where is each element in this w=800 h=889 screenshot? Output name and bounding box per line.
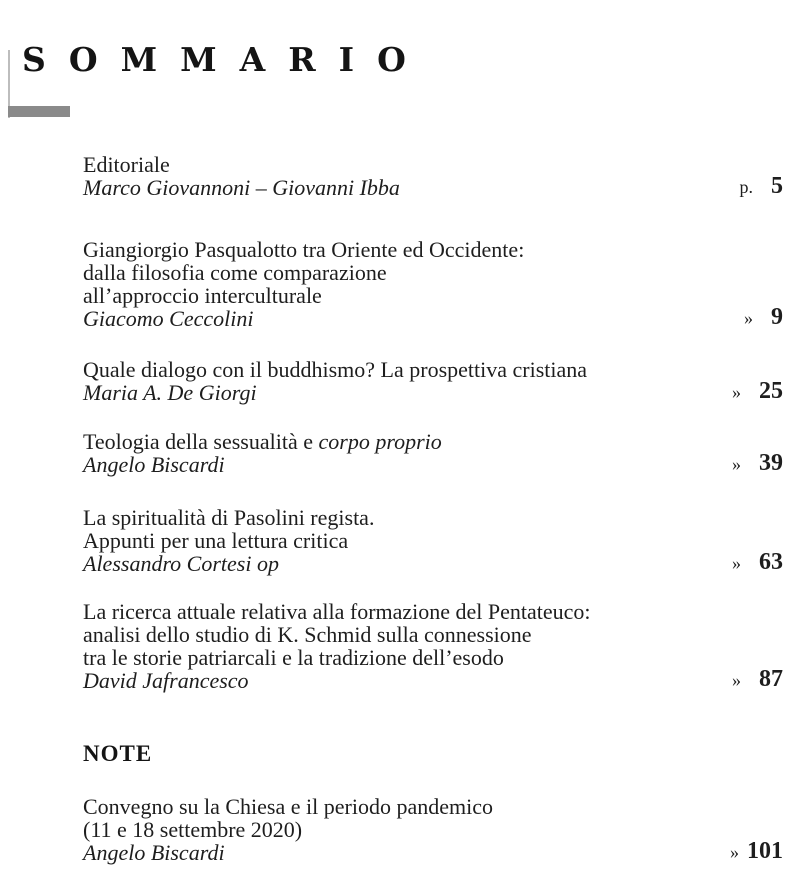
page-number: 63 [759,549,783,575]
entry-title-line: all’approccio interculturale [83,283,322,308]
toc-entry-editoriale[interactable] [83,153,783,199]
page-marker: » [732,553,741,573]
page-number: 101 [747,838,783,864]
toc-entry-convegno[interactable] [83,795,783,864]
page-number: 87 [759,666,783,692]
page-marker: » [732,382,741,402]
page-marker: » [744,308,753,328]
entry-title-line: (11 e 18 settembre 2020) [83,817,303,842]
entry-author: David Jafrancesco [83,668,249,693]
decorative-header-bar [8,106,70,117]
page-number: 25 [759,378,783,404]
entry-title-line: Giangiorgio Pasqualotto tra Oriente ed Occidente: [83,237,525,262]
entry-title-line: La ricerca attuale relativa alla formazione del Pentateuco: [83,599,591,624]
section-heading-note: NOTE [83,741,153,766]
page-reference [732,379,783,404]
entry-title-text: Teologia della sessualità e [83,429,319,454]
page-reference [732,667,783,692]
entry-title [83,430,783,453]
page-reference [732,550,783,575]
entry-title: Quale dialogo con il buddhismo? La prospettiva cristiana [83,357,588,382]
page-marker: » [732,670,741,690]
entry-author: Maria A. De Giorgi [83,380,257,405]
entry-title-line: analisi dello studio di K. Schmid sulla connessione [83,622,532,647]
page-reference [740,174,784,199]
entry-title-line: tra le storie patriarcali e la tradizione dell’esodo [83,645,504,670]
toc-entry-teologia[interactable] [83,430,783,476]
entry-author: Angelo Biscardi [83,840,225,865]
page-number: 39 [759,450,783,476]
entry-author: Marco Giovannoni – Giovanni Ibba [83,175,400,200]
entry-title: Editoriale [83,152,170,177]
entry-author: Giacomo Ceccolini [83,306,254,331]
page-marker: » [732,454,741,474]
page-reference [730,839,783,864]
entry-title-line: La spiritualità di Pasolini regista. [83,505,375,530]
toc-entry-pasolini[interactable] [83,506,783,575]
page-marker: p. [739,177,753,197]
page-reference [744,305,783,330]
entry-author: Alessandro Cortesi op [83,551,279,576]
entry-author: Angelo Biscardi [83,452,225,477]
entry-title-italic: corpo proprio [318,429,442,454]
toc-entry-buddhismo[interactable] [83,358,783,404]
toc-entry-pasqualotto[interactable] [83,238,783,330]
page-title: SOMMARIO [22,40,429,79]
entry-title-line: Convegno su la Chiesa e il periodo pandemico [83,794,493,819]
page-number: 9 [771,304,783,330]
page-reference [732,451,783,476]
entry-title-line: dalla filosofia come comparazione [83,260,387,285]
page-number: 5 [771,173,783,199]
toc-entry-pentateuco[interactable] [83,600,783,692]
entry-title-line: Appunti per una lettura critica [83,528,349,553]
page-marker: » [730,842,739,862]
